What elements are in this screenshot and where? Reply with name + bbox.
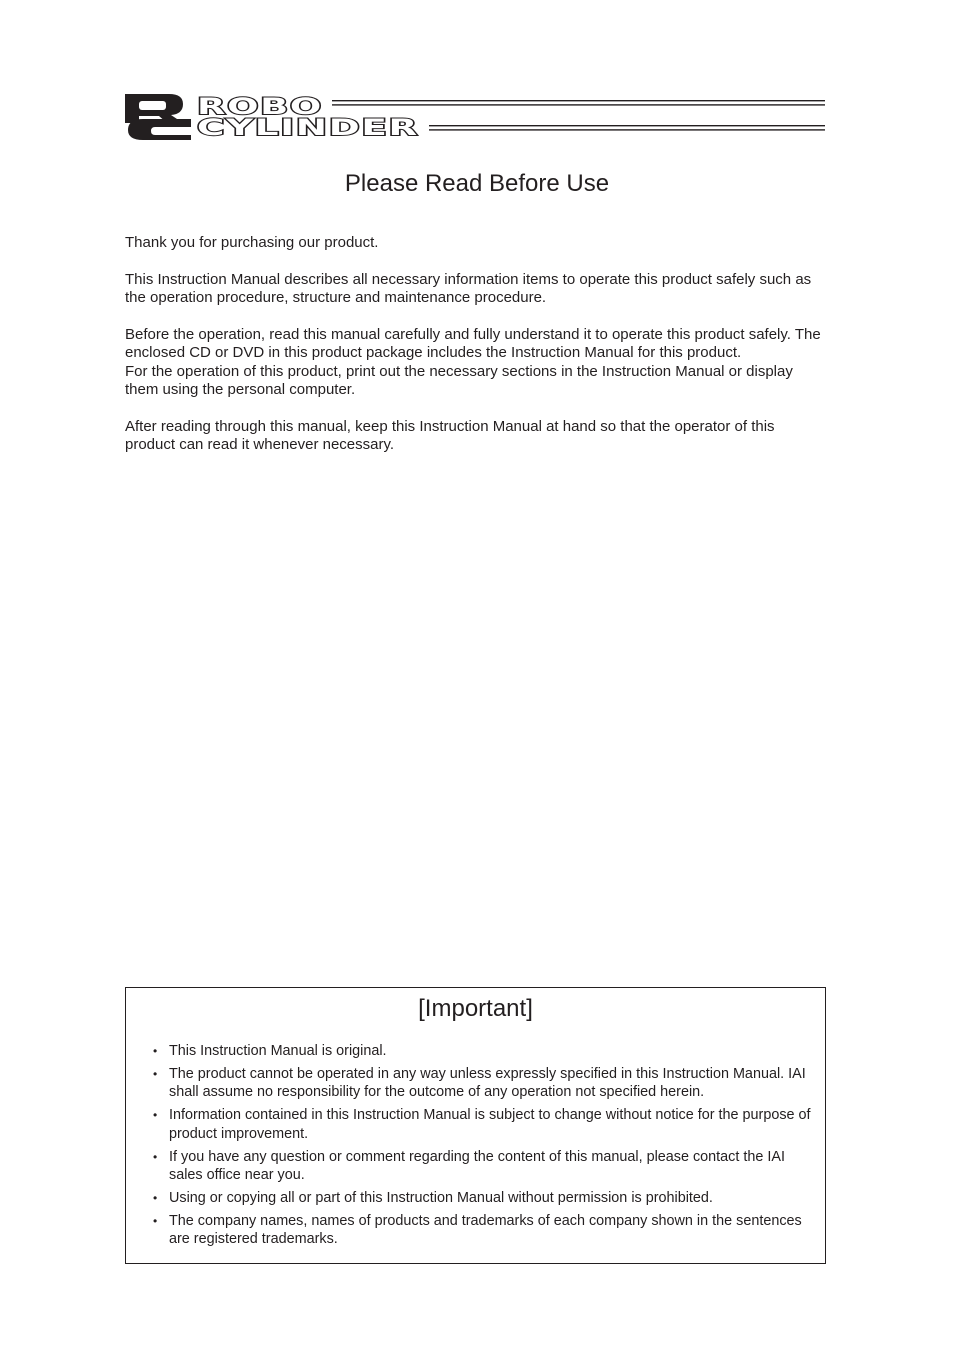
important-item [153,1042,813,1060]
bullet-icon: • [153,1066,158,1081]
logo-text-robo: ROBO [197,95,323,120]
page-title: Please Read Before Use [344,170,610,197]
robo-cylinder-logo [125,92,825,142]
important-item-text: If you have any question or comment regarding the content of this manual, please contact the IAI sales office near you. [169,1148,785,1183]
important-title: [Important] [418,995,533,1022]
robo-cylinder-logo-graphic [125,92,825,142]
logo-text-cylinder: CYLINDER [197,116,419,141]
important-item-text: The company names, names of products and trademarks of each company shown in the sentences are registered trademarks. [169,1212,802,1248]
important-item-text: Using or copying all or part of this Instruction Manual without permission is prohibited. [169,1189,713,1206]
important-item [153,1106,813,1143]
intro-paragraph-print-out: For the operation of this product, print out the necessary sections in the Instruction Manual or display them using the personal computer. [125,362,793,399]
logo-r-mark [125,94,183,123]
intro-paragraph-keep-at-hand: After reading through this manual, keep this Instruction Manual at hand so that the operator of this product can read it whenever necessary. [125,418,775,454]
bullet-icon: • [153,1108,158,1123]
intro-paragraph-read-carefully: Before the operation, read this manual carefully and fully understand it to operate this product safely. The enclosed CD or DVD in this product package includes the Instruction Manual for this product. [125,326,821,362]
important-item-text: This Instruction Manual is original. [169,1043,387,1059]
important-item [153,1148,813,1185]
important-item [153,1212,813,1249]
important-item [153,1189,813,1207]
intro-paragraph-description: This Instruction Manual describes all necessary information items to operate this product safely such as the operation procedure, structure and maintenance procedure. [125,270,812,307]
important-item [153,1065,813,1102]
important-list [153,1042,813,1253]
intro-paragraph-thanks: Thank you for purchasing our product. [125,234,379,251]
bullet-icon: • [153,1044,158,1058]
important-item-text: Information contained in this Instruction Manual is subject to change without notice for the purpose of product improvement. [169,1107,811,1142]
logo-c-mark [128,119,191,140]
bullet-icon: • [153,1149,158,1164]
bullet-icon: • [153,1213,158,1228]
important-item-text: The product cannot be operated in any way unless expressly specified in this Instruction Manual. IAI shall assume no responsibility for the outcome of any operation not specified herein. [169,1065,806,1101]
intro-text [125,234,825,455]
important-notice-box [125,987,826,1264]
bullet-icon: • [153,1190,158,1205]
